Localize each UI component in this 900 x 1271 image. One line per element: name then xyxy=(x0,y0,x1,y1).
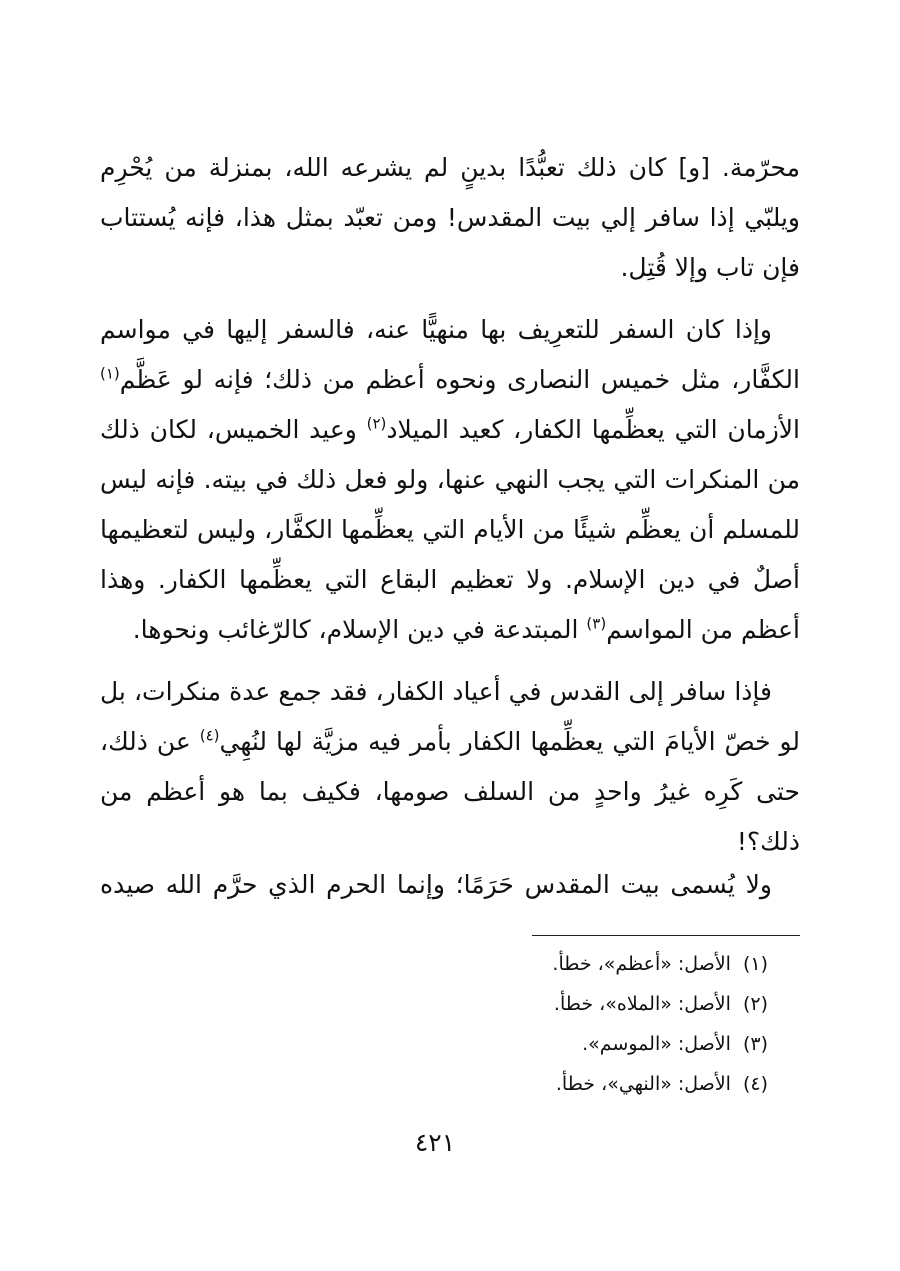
paragraph-text: وإذا كان السفر للتعرِيف بها منهيًّا عنه، فالسفر إليها في مواسم الكفَّار، مثل خميس النصارى ونحوه أعظم من ذلك؛ فإنه لو عَظَّم xyxy=(100,315,800,394)
footnote-text: الأصل: «أعظم»، خطأ. xyxy=(552,953,731,975)
paragraph-text: محرّمة. [و] كان ذلك تعبُّدًا بدينٍ لم يشرعه الله، بمنزلة من يُحْرِم ويلبّي إذا سافر إلي بيت المقدس! ومن تعبّد بمثل هذا، فإنه يُستتاب فإن تاب وإلا قُتِل. xyxy=(100,153,800,282)
footnote-reference[interactable]: (٢) xyxy=(366,414,387,433)
body-text xyxy=(100,143,800,879)
paragraph-text: عن ذلك، حتى كَرِه غيرُ واحدٍ من السلف صومها، فكيف بما هو أعظم من ذلك؟! xyxy=(100,727,800,856)
footnotes xyxy=(300,944,768,1104)
footnote-text: الأصل: «الموسم». xyxy=(582,1033,731,1055)
page-number: ٤٢١ xyxy=(414,1128,456,1157)
paragraph-text: وعيد الخميس، لكان ذلك من المنكرات التي يجب النهي عنها، ولو فعل ذلك في بيته. فإنه ليس للمسلم أن يعظِّم شيئًا من الأيام التي يعظِّمها الكفَّار، وليس لتعظيمها أصلٌ في دين الإسلام. ولا تعظيم البقاع التي يعظِّمها الكفار. وهذا أعظم من المواسم xyxy=(100,415,800,644)
footnote-number: (٢) xyxy=(742,993,768,1015)
footnote-number: (٣) xyxy=(742,1033,768,1055)
paragraph xyxy=(100,667,800,867)
paragraph-text: المبتدعة في دين الإسلام، كالرّغائب ونحوها. xyxy=(132,615,587,644)
footnote xyxy=(300,944,768,984)
footnote xyxy=(300,984,768,1024)
footnote-reference[interactable]: (١) xyxy=(100,364,120,383)
paragraph xyxy=(100,143,800,293)
paragraph xyxy=(100,305,800,655)
footnote-text: الأصل: «الملاه»، خطأ. xyxy=(553,993,731,1015)
footnote-reference[interactable]: (٣) xyxy=(586,614,607,633)
footnote-number: (٤) xyxy=(742,1073,768,1095)
footnote-separator xyxy=(532,935,800,936)
footnote-text: الأصل: «النهي»، خطأ. xyxy=(555,1073,731,1095)
body-last-line: ولا يُسمى بيت المقدس حَرَمًا؛ وإنما الحرم الذي حرَّم الله صيده xyxy=(100,870,772,899)
paragraph-text: الأزمان التي يعظِّمها الكفار، كعيد الميلاد xyxy=(386,415,800,444)
footnote xyxy=(300,1064,768,1104)
paragraph-text: فإذا سافر إلى القدس في أعياد الكفار، فقد جمع عدة منكرات، بل لو خصّ الأيامَ التي يعظِّمها الكفار بأمر فيه مزيَّة لها لنُهِي xyxy=(100,677,801,756)
footnote-number: (١) xyxy=(742,953,768,975)
footnote-reference[interactable]: (٤) xyxy=(199,726,220,745)
footnote xyxy=(300,1024,768,1064)
